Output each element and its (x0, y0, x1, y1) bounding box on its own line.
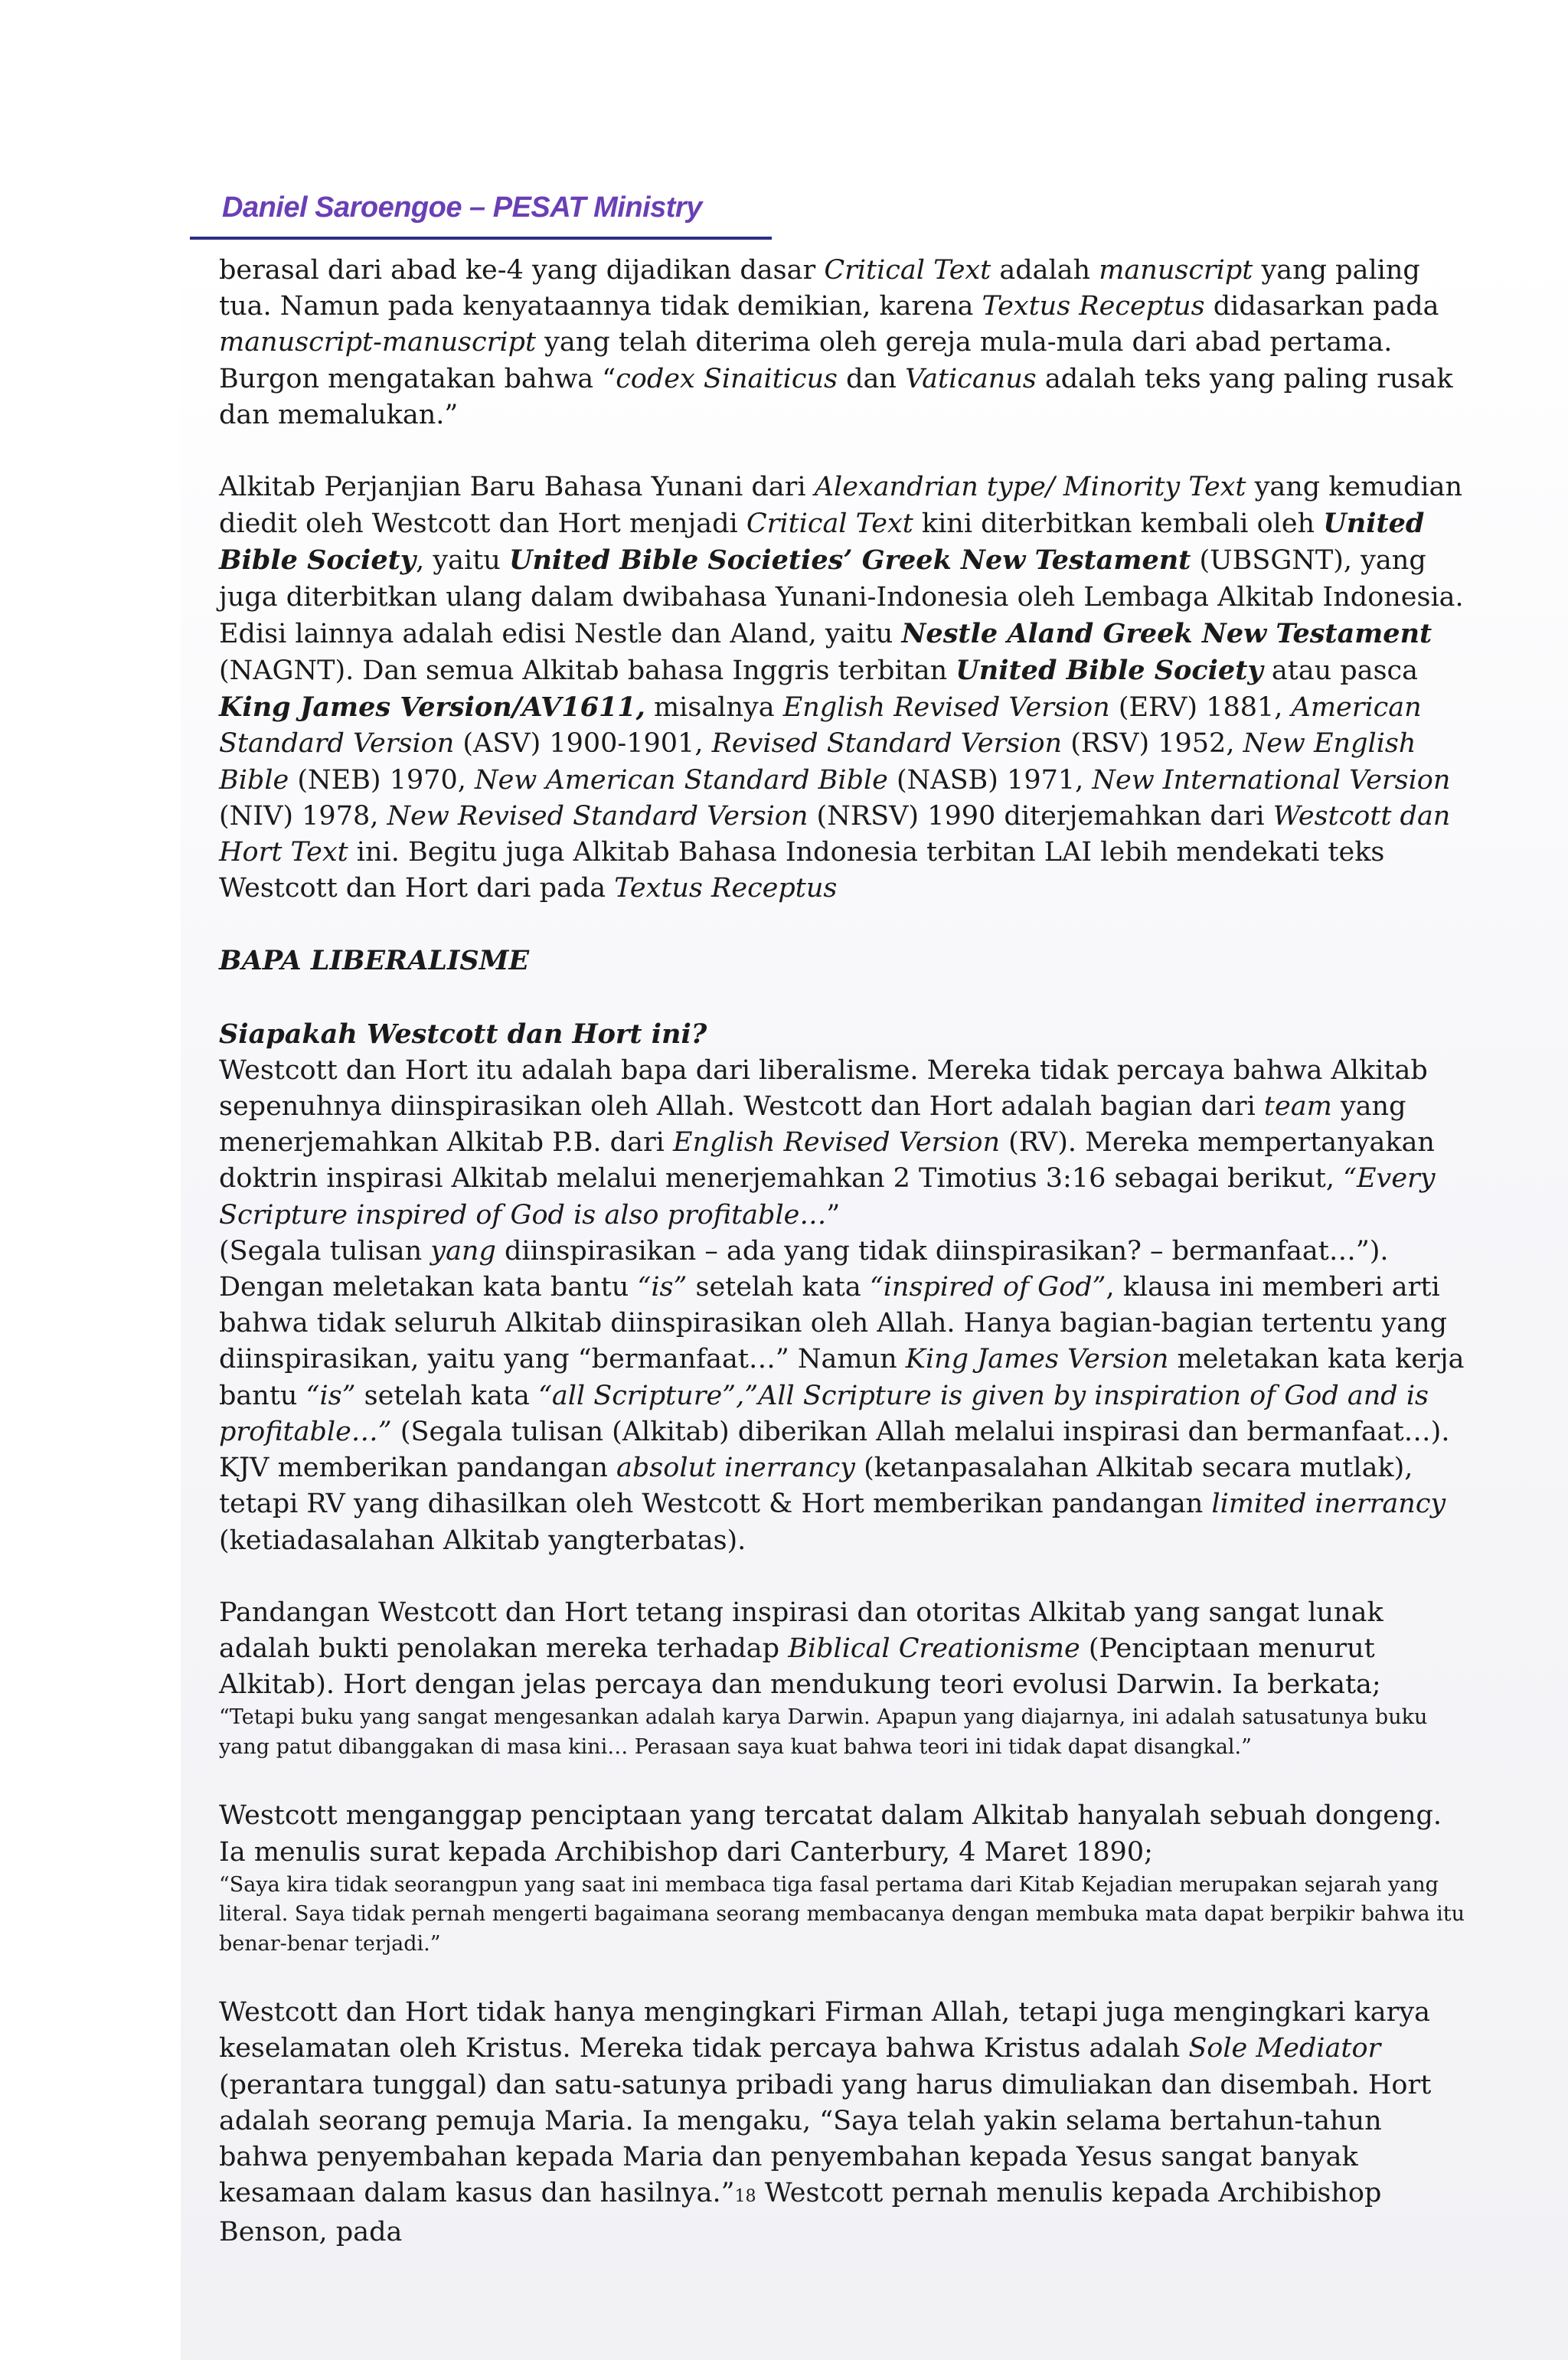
text: (NEB) 1970, (289, 764, 475, 796)
text: dan (837, 363, 906, 394)
quote-darwin: “Tetapi buku yang sangat mengesankan adalah karya Darwin. Apapun yang diajarnya, ini adalah satusatunya buku yang patut dibanggakan di masa kini… Perasaan saya kuat bahwa teori ini tidak dapat disangkal.” (219, 1705, 1428, 1759)
italic-text: Sole Mediator (1188, 2033, 1381, 2064)
text: yang telah diterima oleh gereja mula-mula dari abad pertama. Burgon mengatakan bahwa “ (219, 327, 1393, 394)
italic-text: team (1263, 1091, 1332, 1123)
italic-text: New Revised Standard Version (387, 800, 808, 832)
paragraph-gap (219, 907, 1475, 943)
text: misalnya (645, 692, 783, 724)
bold-italic-text: King James Version/AV1611, (219, 691, 645, 724)
text: (Segala tulisan (219, 1235, 431, 1267)
text: (ERV) 1881, (1109, 692, 1292, 724)
text: meletakan kata kerja bantu (219, 1344, 1465, 1411)
italic-text: New English Bible (219, 728, 1416, 796)
text: yang paling tua. Namun pada kenyataannya tidak demikian, karena (219, 255, 1420, 322)
text: didasarkan pada (1204, 291, 1439, 322)
text: Westcott dan Hort tidak hanya mengingkari Firman Allah, tetapi juga mengingkari karya keselamatan oleh Kristus. Mereka tidak percaya bahwa Kristus adalah (219, 1997, 1430, 2064)
document-header: Daniel Saroengoe – PESAT Ministry (222, 191, 702, 224)
italic-text: New American Standard Bible (475, 764, 888, 796)
text: , yaitu (416, 545, 509, 577)
italic-text: Vaticanus (905, 363, 1037, 394)
text: Westcott dan Hort itu adalah bapa dari liberalisme. Mereka tidak percaya bahwa Alkitab sepenuhnya diinspirasikan oleh Allah. Westcott dan Hort adalah bagian dari (219, 1054, 1428, 1123)
text: adalah (991, 255, 1099, 286)
italic-text: “Every Scripture inspired of God is also profitable… (219, 1163, 1436, 1231)
text: yang kemudian diedit oleh Westcott dan Hort menjadi (219, 472, 1462, 540)
bold-italic-text: United Bible Societies’ Greek New Testament (508, 544, 1191, 577)
text: setelah kata (355, 1380, 538, 1411)
paragraph-4 (219, 1234, 1475, 1559)
paragraph-1 (219, 253, 1475, 433)
text: berasal dari abad ke-4 yang dijadikan dasar (219, 255, 825, 286)
italic-text: English Revised Version (782, 692, 1110, 724)
text: , klausa ini memberi arti bahwa tidak seluruh Alkitab diinspirasikan oleh Allah. Hanya bagian-bagian tertentu yang diinspirasikan, yaitu yang “bermanfaat…” Namun (219, 1272, 1448, 1375)
text: atau pasca (1263, 655, 1419, 687)
text: (ketiadasalahan Alkitab yangterbatas). (219, 1525, 746, 1556)
bold-italic-text: Nestle Aland Greek New Testament (901, 617, 1432, 649)
subheading: Siapakah Westcott dan Hort ini? (219, 1018, 707, 1050)
section-heading: BAPA LIBERALISME (219, 945, 530, 977)
text: (Segala tulisan (Alkitab) diberikan Allah melalui inspirasi dan bermanfaat…). KJV memberikan pandangan (219, 1416, 1450, 1484)
italic-text: Westcott dan Hort Text (219, 800, 1451, 868)
text: Westcott pernah menulis kepada Archibishop Benson, pada (219, 2178, 1382, 2248)
paragraph-gap (219, 980, 1475, 1016)
text: ini. Begitu juga Alkitab Bahasa Indonesia terbitan LAI lebih mendekati teks Westcott dan Hort dari pada (219, 837, 1385, 904)
text: Pandangan Westcott dan Hort tetang inspirasi dan otoritas Alkitab yang sangat lunak adalah bukti penolakan mereka terhadap (219, 1597, 1383, 1664)
paragraph-gap (219, 433, 1475, 469)
text: adalah teks yang paling rusak dan memalukan.” (219, 363, 1453, 430)
italic-text: “all Scripture”,”All Scripture is given by inspiration of God and is profitable…” (219, 1380, 1429, 1447)
text: yang menerjemahkan Alkitab P.B. dari (219, 1091, 1406, 1159)
text: Alkitab Perjanjian Baru Bahasa Yunani dari (219, 472, 815, 503)
bold-italic-text: United Bible Society (956, 655, 1263, 687)
footnote-marker[interactable]: 18 (734, 2187, 756, 2207)
text: (RSV) 1952, (1062, 728, 1243, 760)
text: (ASV) 1900-1901, (454, 728, 712, 760)
document-body (219, 253, 1475, 2251)
italic-text: yang (430, 1235, 496, 1267)
italic-text: Alexandrian type/ Minority Text (814, 472, 1246, 503)
italic-text: Textus Receptus (614, 873, 838, 904)
text: (Penciptaan menurut Alkitab). Hort dengan jelas percaya dan mendukung teori evolusi Darwin. Ia berkata; (219, 1633, 1381, 1701)
text: (RV). Mereka mempertanyakan doktrin inspirasi Alkitab melalui menerjemahkan 2 Timotius 3:16 sebagai berikut, (219, 1127, 1435, 1195)
text: (NIV) 1978, (219, 800, 387, 832)
header-rule (190, 237, 772, 240)
italic-text: “is” (637, 1272, 688, 1303)
italic-text: Critical Text (824, 255, 991, 286)
italic-text: English Revised Version (673, 1127, 1001, 1159)
italic-text: manuscript-manuscript (219, 327, 537, 358)
paragraph-2 (219, 469, 1475, 907)
paragraph-gap (219, 1762, 1475, 1798)
italic-text: codex Sinaiticus (616, 363, 838, 394)
italic-text: Textus Receptus (982, 291, 1205, 322)
italic-text: Biblical Creationisme (788, 1633, 1080, 1664)
text: ” (826, 1199, 841, 1231)
italic-text: absolut inerrancy (616, 1453, 855, 1484)
text: (NRSV) 1990 diterjemahkan dari (808, 800, 1273, 832)
text: (NAGNT). Dan semua Alkitab bahasa Inggris terbitan (219, 655, 956, 687)
paragraph-gap (219, 1559, 1475, 1595)
italic-text: manuscript (1099, 255, 1253, 286)
paragraph-gap (219, 1959, 1475, 1995)
bold-italic-text: United Bible Society (219, 508, 1425, 577)
italic-text: King James Version (905, 1344, 1169, 1375)
paragraph-6: Westcott menganggap penciptaan yang tercatat dalam Alkitab hanyalah sebuah dongeng. Ia menulis surat kepada Archibishop dari Canterbury, 4 Maret 1890; (219, 1800, 1442, 1868)
italic-text: “is” (305, 1380, 356, 1411)
text: diinspirasikan – ada yang tidak diinspirasikan? – bermanfaat…”). Dengan meletakan kata bantu (219, 1235, 1389, 1303)
quote-genesis: “Saya kira tidak seorangpun yang saat ini membaca tiga fasal pertama dari Kitab Kejadian merupakan sejarah yang literal. Saya tidak pernah mengerti bagaimana seorang membacanya dengan membuka mata dapat berpikir bahwa itu benar-benar terjadi.” (219, 1872, 1465, 1956)
paragraph-7 (219, 1995, 1475, 2250)
text: kini diterbitkan kembali oleh (913, 508, 1324, 540)
italic-text: limited inerrancy (1211, 1489, 1446, 1520)
text: (perantara tunggal) dan satu-satunya pribadi yang harus dimuliakan dan disembah. Hort adalah seorang pemuja Maria. Ia mengaku, “Saya telah yakin selama bertahun-tahun bahwa penyembahan kepada Maria dan penyembahan kepada Yesus sangat banyak kesamaan dalam kasus dan hasilnya.” (219, 2069, 1432, 2209)
paragraph-5 (219, 1595, 1475, 1704)
italic-text: American Standard Version (219, 692, 1422, 760)
italic-text: Revised Standard Version (711, 728, 1063, 760)
text: (ketanpasalahan Alkitab secara mutlak), tetapi RV yang dihasilkan oleh Westcott & Hort memberikan pandangan (219, 1453, 1413, 1520)
italic-text: Critical Text (746, 508, 913, 540)
italic-text: New International Version (1092, 764, 1451, 796)
italic-text: “inspired of God” (869, 1272, 1106, 1303)
text: (UBSGNT), yang juga diterbitkan ulang dalam dwibahasa Yunani-Indonesia oleh Lembaga Alkitab Indonesia. Edisi lainnya adalah edisi Nestle dan Aland, yaitu (219, 545, 1464, 649)
text: (NASB) 1971, (887, 764, 1093, 796)
text: setelah kata (687, 1272, 870, 1303)
paragraph-3 (219, 1053, 1475, 1234)
